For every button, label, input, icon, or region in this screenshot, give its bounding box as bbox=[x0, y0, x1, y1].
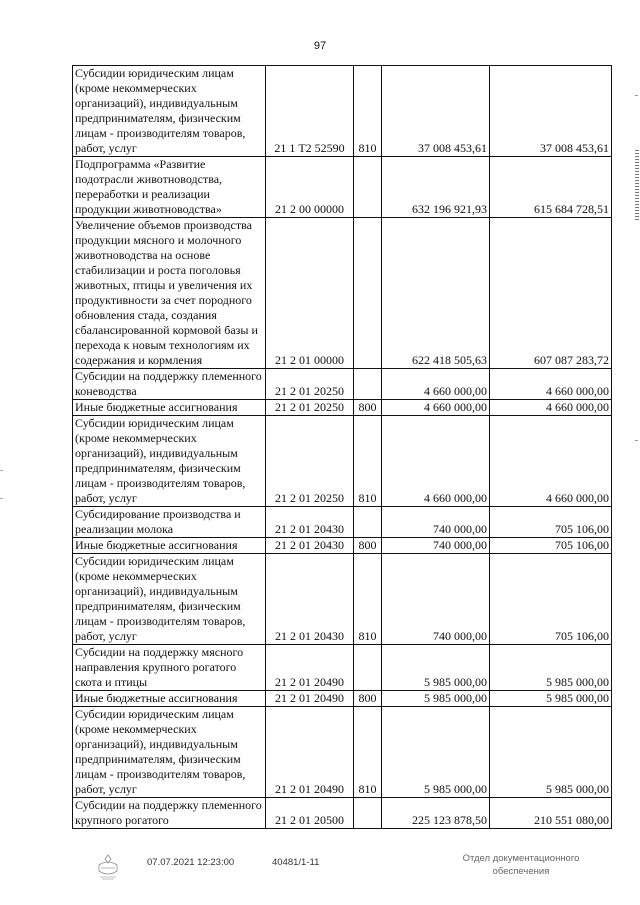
row-amount-planned: 740 000,00 bbox=[382, 507, 490, 538]
table-row bbox=[73, 507, 612, 538]
row-amount-actual: 210 551 080,00 bbox=[490, 798, 612, 829]
row-amount-actual: 705 106,00 bbox=[490, 538, 612, 554]
row-name: Субсидии на поддержку мясного направления крупного рогатого скота и птицы bbox=[73, 645, 266, 691]
stamp-line-1: Отдел документационного bbox=[462, 853, 580, 864]
row-expense-type bbox=[354, 798, 382, 829]
scan-tick bbox=[0, 498, 3, 499]
document-number: 40481/1-11 bbox=[272, 857, 320, 868]
row-code: 21 2 01 20430 bbox=[266, 554, 354, 645]
row-code: 21 2 01 20250 bbox=[266, 369, 354, 400]
row-amount-planned: 740 000,00 bbox=[382, 538, 490, 554]
row-amount-planned: 632 196 921,93 bbox=[382, 157, 490, 218]
row-amount-planned: 5 985 000,00 bbox=[382, 707, 490, 798]
row-amount-actual: 5 985 000,00 bbox=[490, 691, 612, 707]
row-amount-actual: 615 684 728,51 bbox=[490, 157, 612, 218]
registration-stamp bbox=[446, 852, 596, 878]
row-expense-type bbox=[354, 369, 382, 400]
stamp-line-2: обеспечения bbox=[492, 866, 550, 877]
table-row bbox=[73, 538, 612, 554]
row-amount-planned: 622 418 505,63 bbox=[382, 218, 490, 369]
row-code: 21 2 01 20490 bbox=[266, 645, 354, 691]
row-expense-type bbox=[354, 218, 382, 369]
table-row bbox=[73, 416, 612, 507]
row-code: 21 2 00 00000 bbox=[266, 157, 354, 218]
row-amount-actual: 5 985 000,00 bbox=[490, 645, 612, 691]
row-amount-actual: 5 985 000,00 bbox=[490, 707, 612, 798]
row-expense-type: 800 bbox=[354, 400, 382, 416]
row-name: Субсидии юридическим лицам (кроме некоммерческих организаций), индивидуальным предпринимателям, физическим лицам - производителям товаров, работ, услуг bbox=[73, 416, 266, 507]
row-expense-type: 810 bbox=[354, 416, 382, 507]
row-amount-planned: 4 660 000,00 bbox=[382, 416, 490, 507]
row-name: Иные бюджетные ассигнования bbox=[73, 691, 266, 707]
row-name: Субсидии юридическим лицам (кроме некоммерческих организаций), индивидуальным предпринимателям, физическим лицам - производителям товаров, работ, услуг bbox=[73, 554, 266, 645]
table-row bbox=[73, 369, 612, 400]
page-number: 97 bbox=[313, 40, 327, 52]
row-amount-actual: 4 660 000,00 bbox=[490, 416, 612, 507]
row-amount-planned: 4 660 000,00 bbox=[382, 369, 490, 400]
row-amount-actual: 705 106,00 bbox=[490, 554, 612, 645]
scan-tick bbox=[635, 95, 638, 96]
table-row bbox=[73, 691, 612, 707]
row-code: 21 2 01 20430 bbox=[266, 507, 354, 538]
row-code: 21 2 01 20490 bbox=[266, 707, 354, 798]
table-row bbox=[73, 798, 612, 829]
row-amount-planned: 5 985 000,00 bbox=[382, 645, 490, 691]
row-amount-planned: 37 008 453,61 bbox=[382, 66, 490, 157]
registration-datetime: 07.07.2021 12:23:00 bbox=[147, 857, 235, 868]
row-name: Иные бюджетные ассигнования bbox=[73, 538, 266, 554]
row-amount-planned: 4 660 000,00 bbox=[382, 400, 490, 416]
table-row bbox=[73, 218, 612, 369]
row-code: 21 1 Т2 52590 bbox=[266, 66, 354, 157]
table-row bbox=[73, 66, 612, 157]
row-amount-planned: 225 123 878,50 bbox=[382, 798, 490, 829]
row-expense-type bbox=[354, 157, 382, 218]
row-amount-actual: 37 008 453,61 bbox=[490, 66, 612, 157]
row-name: Иные бюджетные ассигнования bbox=[73, 400, 266, 416]
table-row bbox=[73, 400, 612, 416]
row-amount-actual: 705 106,00 bbox=[490, 507, 612, 538]
table-row bbox=[73, 707, 612, 798]
row-expense-type: 810 bbox=[354, 66, 382, 157]
row-expense-type: 800 bbox=[354, 691, 382, 707]
budget-table bbox=[72, 65, 612, 829]
row-name: Субсидирование производства и реализации молока bbox=[73, 507, 266, 538]
row-code: 21 2 01 20490 bbox=[266, 691, 354, 707]
row-code: 21 2 01 20250 bbox=[266, 400, 354, 416]
row-code: 21 2 01 00000 bbox=[266, 218, 354, 369]
row-name: Субсидии юридическим лицам (кроме некоммерческих организаций), индивидуальным предпринимателям, физическим лицам - производителям товаров, работ, услуг bbox=[73, 707, 266, 798]
scan-edge-mark bbox=[635, 150, 639, 222]
scan-tick bbox=[0, 470, 3, 471]
row-amount-planned: 740 000,00 bbox=[382, 554, 490, 645]
row-name: Субсидии на поддержку племенного крупного рогатого bbox=[73, 798, 266, 829]
row-name: Увеличение объемов производства продукции мясного и молочного животноводства на основе стабилизации и роста поголовья животных, птицы и увеличения их продуктивности за счет породного обновления стада, создания сбалансированной кормовой базы и перехода к новым технологиям их содержания и кормления bbox=[73, 218, 266, 369]
emblem-logo bbox=[95, 853, 121, 881]
budget-table-body bbox=[73, 66, 612, 829]
table-row bbox=[73, 645, 612, 691]
row-code: 21 2 01 20430 bbox=[266, 538, 354, 554]
row-amount-actual: 607 087 283,72 bbox=[490, 218, 612, 369]
row-expense-type: 810 bbox=[354, 554, 382, 645]
row-name: Субсидии юридическим лицам (кроме некоммерческих организаций), индивидуальным предпринимателям, физическим лицам - производителям товаров, работ, услуг bbox=[73, 66, 266, 157]
scan-tick bbox=[635, 440, 638, 441]
row-amount-planned: 5 985 000,00 bbox=[382, 691, 490, 707]
row-code: 21 2 01 20500 bbox=[266, 798, 354, 829]
row-code: 21 2 01 20250 bbox=[266, 416, 354, 507]
row-expense-type: 800 bbox=[354, 538, 382, 554]
table-row bbox=[73, 157, 612, 218]
row-expense-type: 810 bbox=[354, 707, 382, 798]
row-expense-type bbox=[354, 507, 382, 538]
row-amount-actual: 4 660 000,00 bbox=[490, 369, 612, 400]
row-amount-actual: 4 660 000,00 bbox=[490, 400, 612, 416]
row-name: Субсидии на поддержку племенного коневодства bbox=[73, 369, 266, 400]
table-row bbox=[73, 554, 612, 645]
row-expense-type bbox=[354, 645, 382, 691]
row-name: Подпрограмма «Развитие подотрасли животноводства, переработки и реализации продукции животноводства» bbox=[73, 157, 266, 218]
